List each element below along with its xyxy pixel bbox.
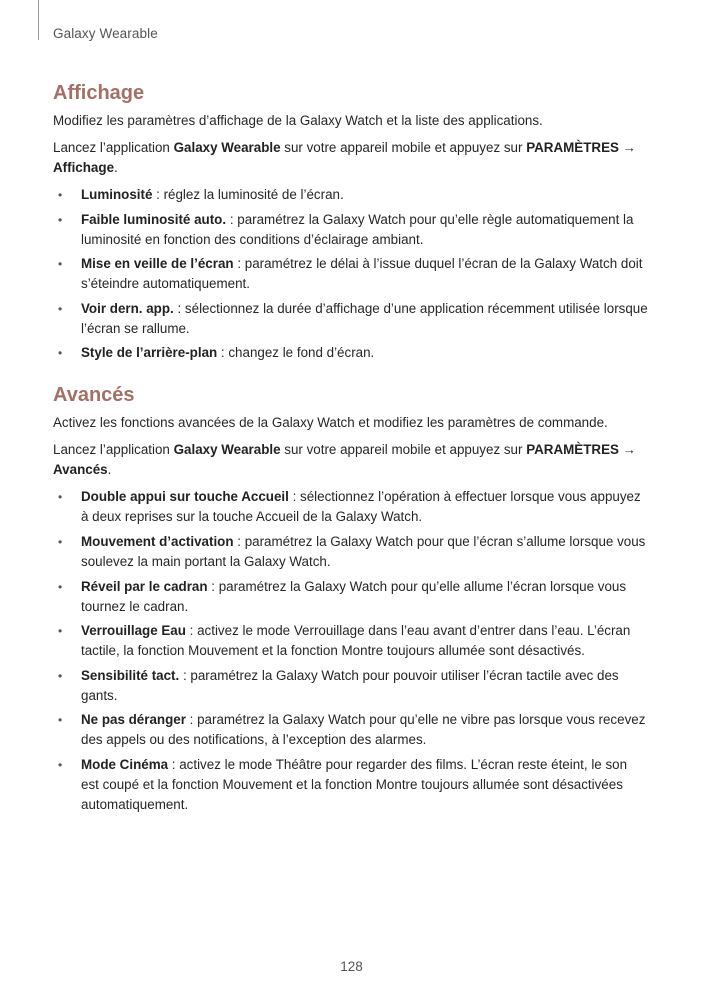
item-term: Style de l’arrière-plan — [81, 345, 218, 361]
bullet-icon: • — [58, 757, 63, 772]
running-header: Galaxy Wearable — [53, 26, 158, 41]
header-rule — [38, 0, 39, 40]
bullet-icon: • — [58, 713, 63, 728]
item-description: : changez le fond d’écran. — [217, 345, 375, 361]
list-item — [53, 532, 648, 572]
section-affichage — [53, 82, 648, 363]
sections — [53, 82, 648, 815]
item-description: : paramétrez la Galaxy Watch pour qu’elle règle automatiquement la luminosité en fonction des conditions d’éclairage ambiant. — [81, 211, 634, 247]
item-term: Sensibilité tact. — [81, 667, 180, 683]
bullet-icon: • — [58, 346, 63, 361]
bullet-icon: • — [58, 490, 63, 505]
bullet-icon: • — [58, 188, 63, 202]
item-description: : activez le mode Théâtre pour regarder des films. L’écran reste éteint, le son est coupé et la fonction Mouvement et la fonction Montre toujours allumée sont désactivées automatiquement. — [81, 756, 628, 812]
launch-text: sur votre appareil mobile et appuyez sur — [280, 140, 527, 155]
launch-text: . — [114, 160, 118, 175]
item-term: Luminosité — [81, 187, 153, 202]
item-term: Mouvement d’activation — [81, 533, 234, 549]
list-item — [53, 577, 648, 617]
list-item — [53, 210, 648, 250]
bullet-icon: • — [58, 534, 63, 549]
app-name: Galaxy Wearable — [173, 140, 281, 155]
list-item — [53, 666, 648, 706]
menu-path: PARAMÈTRES → Affichage — [53, 140, 637, 175]
item-term: Double appui sur touche Accueil — [81, 489, 289, 505]
list-item — [53, 185, 648, 205]
item-description: : activez le mode Verrouillage dans l’eau avant d’entrer dans l’eau. L’écran tactile, la fonction Mouvement et la fonction Montre toujours allumée sont désactivés. — [81, 623, 631, 659]
item-term: Réveil par le cadran — [81, 578, 208, 594]
bullet-icon: • — [58, 301, 63, 316]
bullet-icon: • — [58, 212, 63, 227]
bullet-icon: • — [58, 257, 63, 272]
launch-text: Lancez l’application — [53, 140, 174, 155]
item-description: : paramétrez le délai à l’issue duquel l’écran de la Galaxy Watch doit s’éteindre automatiquement. — [81, 256, 643, 292]
settings-list — [53, 185, 648, 363]
item-description: : paramétrez la Galaxy Watch pour que l’écran s’allume lorsque vous soulevez la main portant la Galaxy Watch. — [81, 533, 646, 569]
item-term: Voir dern. app. — [81, 300, 174, 316]
settings-list — [53, 487, 648, 815]
bullet-icon: • — [58, 624, 63, 639]
list-item — [53, 755, 648, 815]
item-description: : paramétrez la Galaxy Watch pour pouvoir utiliser l’écran tactile avec des gants. — [81, 667, 619, 703]
list-item — [53, 299, 648, 339]
launch-instructions — [53, 138, 648, 178]
item-term: Faible luminosité auto. — [81, 211, 227, 227]
section-intro: Modifiez les paramètres d’affichage de la Galaxy Watch et la liste des applications. — [53, 113, 543, 128]
item-description: : sélectionnez la durée d’affichage d’une application récemment utilisée lorsque l’écran se rallume. — [81, 300, 648, 336]
section-avancés — [53, 384, 648, 815]
item-term: Mise en veille de l’écran — [81, 256, 234, 272]
launch-text: sur votre appareil mobile et appuyez sur — [280, 442, 527, 458]
bullet-icon: • — [58, 579, 63, 594]
page-content — [53, 82, 648, 820]
launch-text: . — [107, 462, 112, 478]
item-term: Ne pas déranger — [81, 712, 186, 728]
page-number: 128 — [340, 959, 363, 974]
section-heading: Affichage — [53, 82, 145, 104]
list-item — [53, 254, 648, 294]
section-intro: Activez les fonctions avancées de la Galaxy Watch et modifiez les paramètres de commande. — [53, 415, 608, 431]
item-description: : sélectionnez l’opération à effectuer lorsque vous appuyez à deux reprises sur la touche Accueil de la Galaxy Watch. — [81, 489, 641, 525]
list-item — [53, 343, 648, 363]
app-name: Galaxy Wearable — [173, 442, 281, 458]
section-heading: Avancés — [53, 384, 135, 407]
item-term: Verrouillage Eau — [81, 623, 186, 639]
item-description: : paramétrez la Galaxy Watch pour qu’elle ne vibre pas lorsque vous recevez des appels ou des notifications, à l’exception des alarmes. — [81, 712, 646, 748]
menu-path: PARAMÈTRES → Avancés — [53, 442, 637, 478]
list-item — [53, 621, 648, 661]
item-description: : paramétrez la Galaxy Watch pour qu’elle allume l’écran lorsque vous tournez le cadran. — [81, 578, 627, 614]
item-description: : réglez la luminosité de l’écran. — [152, 187, 344, 202]
list-item — [53, 487, 648, 527]
launch-instructions — [53, 440, 648, 480]
list-item — [53, 710, 648, 750]
launch-text: Lancez l’application — [53, 442, 174, 458]
item-term: Mode Cinéma — [81, 756, 169, 772]
bullet-icon: • — [58, 668, 63, 683]
